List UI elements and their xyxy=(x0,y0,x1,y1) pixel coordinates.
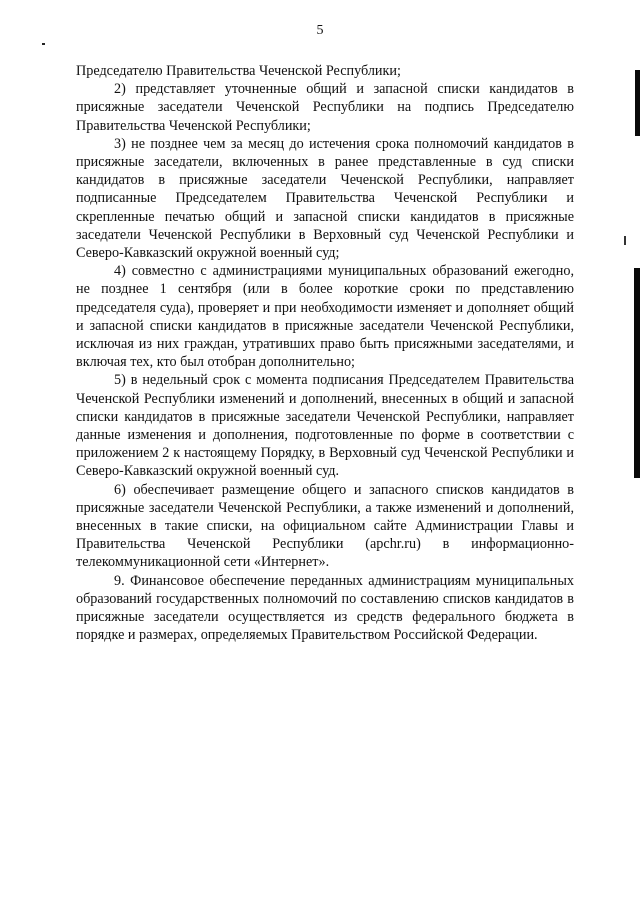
paragraph-item-2: 2) представляет уточненные общий и запасной списки кандидатов в присяжные заседатели Чеченской Республики на подпись Председателю Правительства Чеченской Республики; xyxy=(76,81,574,134)
paragraph-item-6: 6) обеспечивает размещение общего и запасного списков кандидатов в присяжные заседатели Чеченской Республики, а также изменений и дополнений, внесенных в такие списки, на официальном сайте Администрации Главы и Правительства Чеченской Республики (apchr.ru) в информационно-телекоммуникационной сети «Интернет». xyxy=(76,481,574,571)
scan-speck xyxy=(42,43,45,45)
paragraph-item-4: 4) совместно с администрациями муниципальных образований ежегодно, не позднее 1 сентября (или в более короткие сроки по представлению председателя суда), проверяет и при необходимости изменяет и дополняет общий и запасной списки кандидатов в присяжные заседатели Чеченской Республики, исключая из них граждан, утративших право быть присяжными заседателями, и включая тех, кто был отобран дополнительно; xyxy=(76,263,574,371)
page-number: 5 xyxy=(316,23,324,38)
scan-edge-mark xyxy=(634,268,640,478)
scan-edge-mark xyxy=(635,70,640,136)
paragraph-section-9: 9. Финансовое обеспечение переданных администрациям муниципальных образований государственных полномочий по составлению списков кандидатов в присяжные заседатели осуществляется из средств федерального бюджета в порядке и размерах, определяемых Правительством Российской Федерации. xyxy=(76,572,574,644)
paragraph-item-3: 3) не позднее чем за месяц до истечения срока полномочий кандидатов в присяжные заседатели, включенных в ранее представленные в суд списки кандидатов в присяжные заседатели Чеченской Республики, направляет подписанные Председателем Правительства Чеченской Республики и скрепленные печатью общий и запасной списки кандидатов в присяжные заседатели Чеченской Республики в Верховный суд Чеченской Республики и Северо-Кавказский окружной военный суд; xyxy=(76,135,574,262)
paragraph-item-5: 5) в недельный срок с момента подписания Председателем Правительства Чеченской Республики изменений и дополнений, внесенных в общий и запасной списки кандидатов в присяжные заседатели Чеченской Республики, направляет данные изменения и дополнения, подготовленные по форме в соответствии с приложением 2 к настоящему Порядку, в Верховный суд Чеченской Республики и Северо-Кавказский окружной военный суд. xyxy=(76,372,574,480)
scan-edge-mark xyxy=(624,236,626,245)
document-body xyxy=(76,62,574,645)
paragraph-continuation: Председателю Правительства Чеченской Республики; xyxy=(76,63,401,79)
